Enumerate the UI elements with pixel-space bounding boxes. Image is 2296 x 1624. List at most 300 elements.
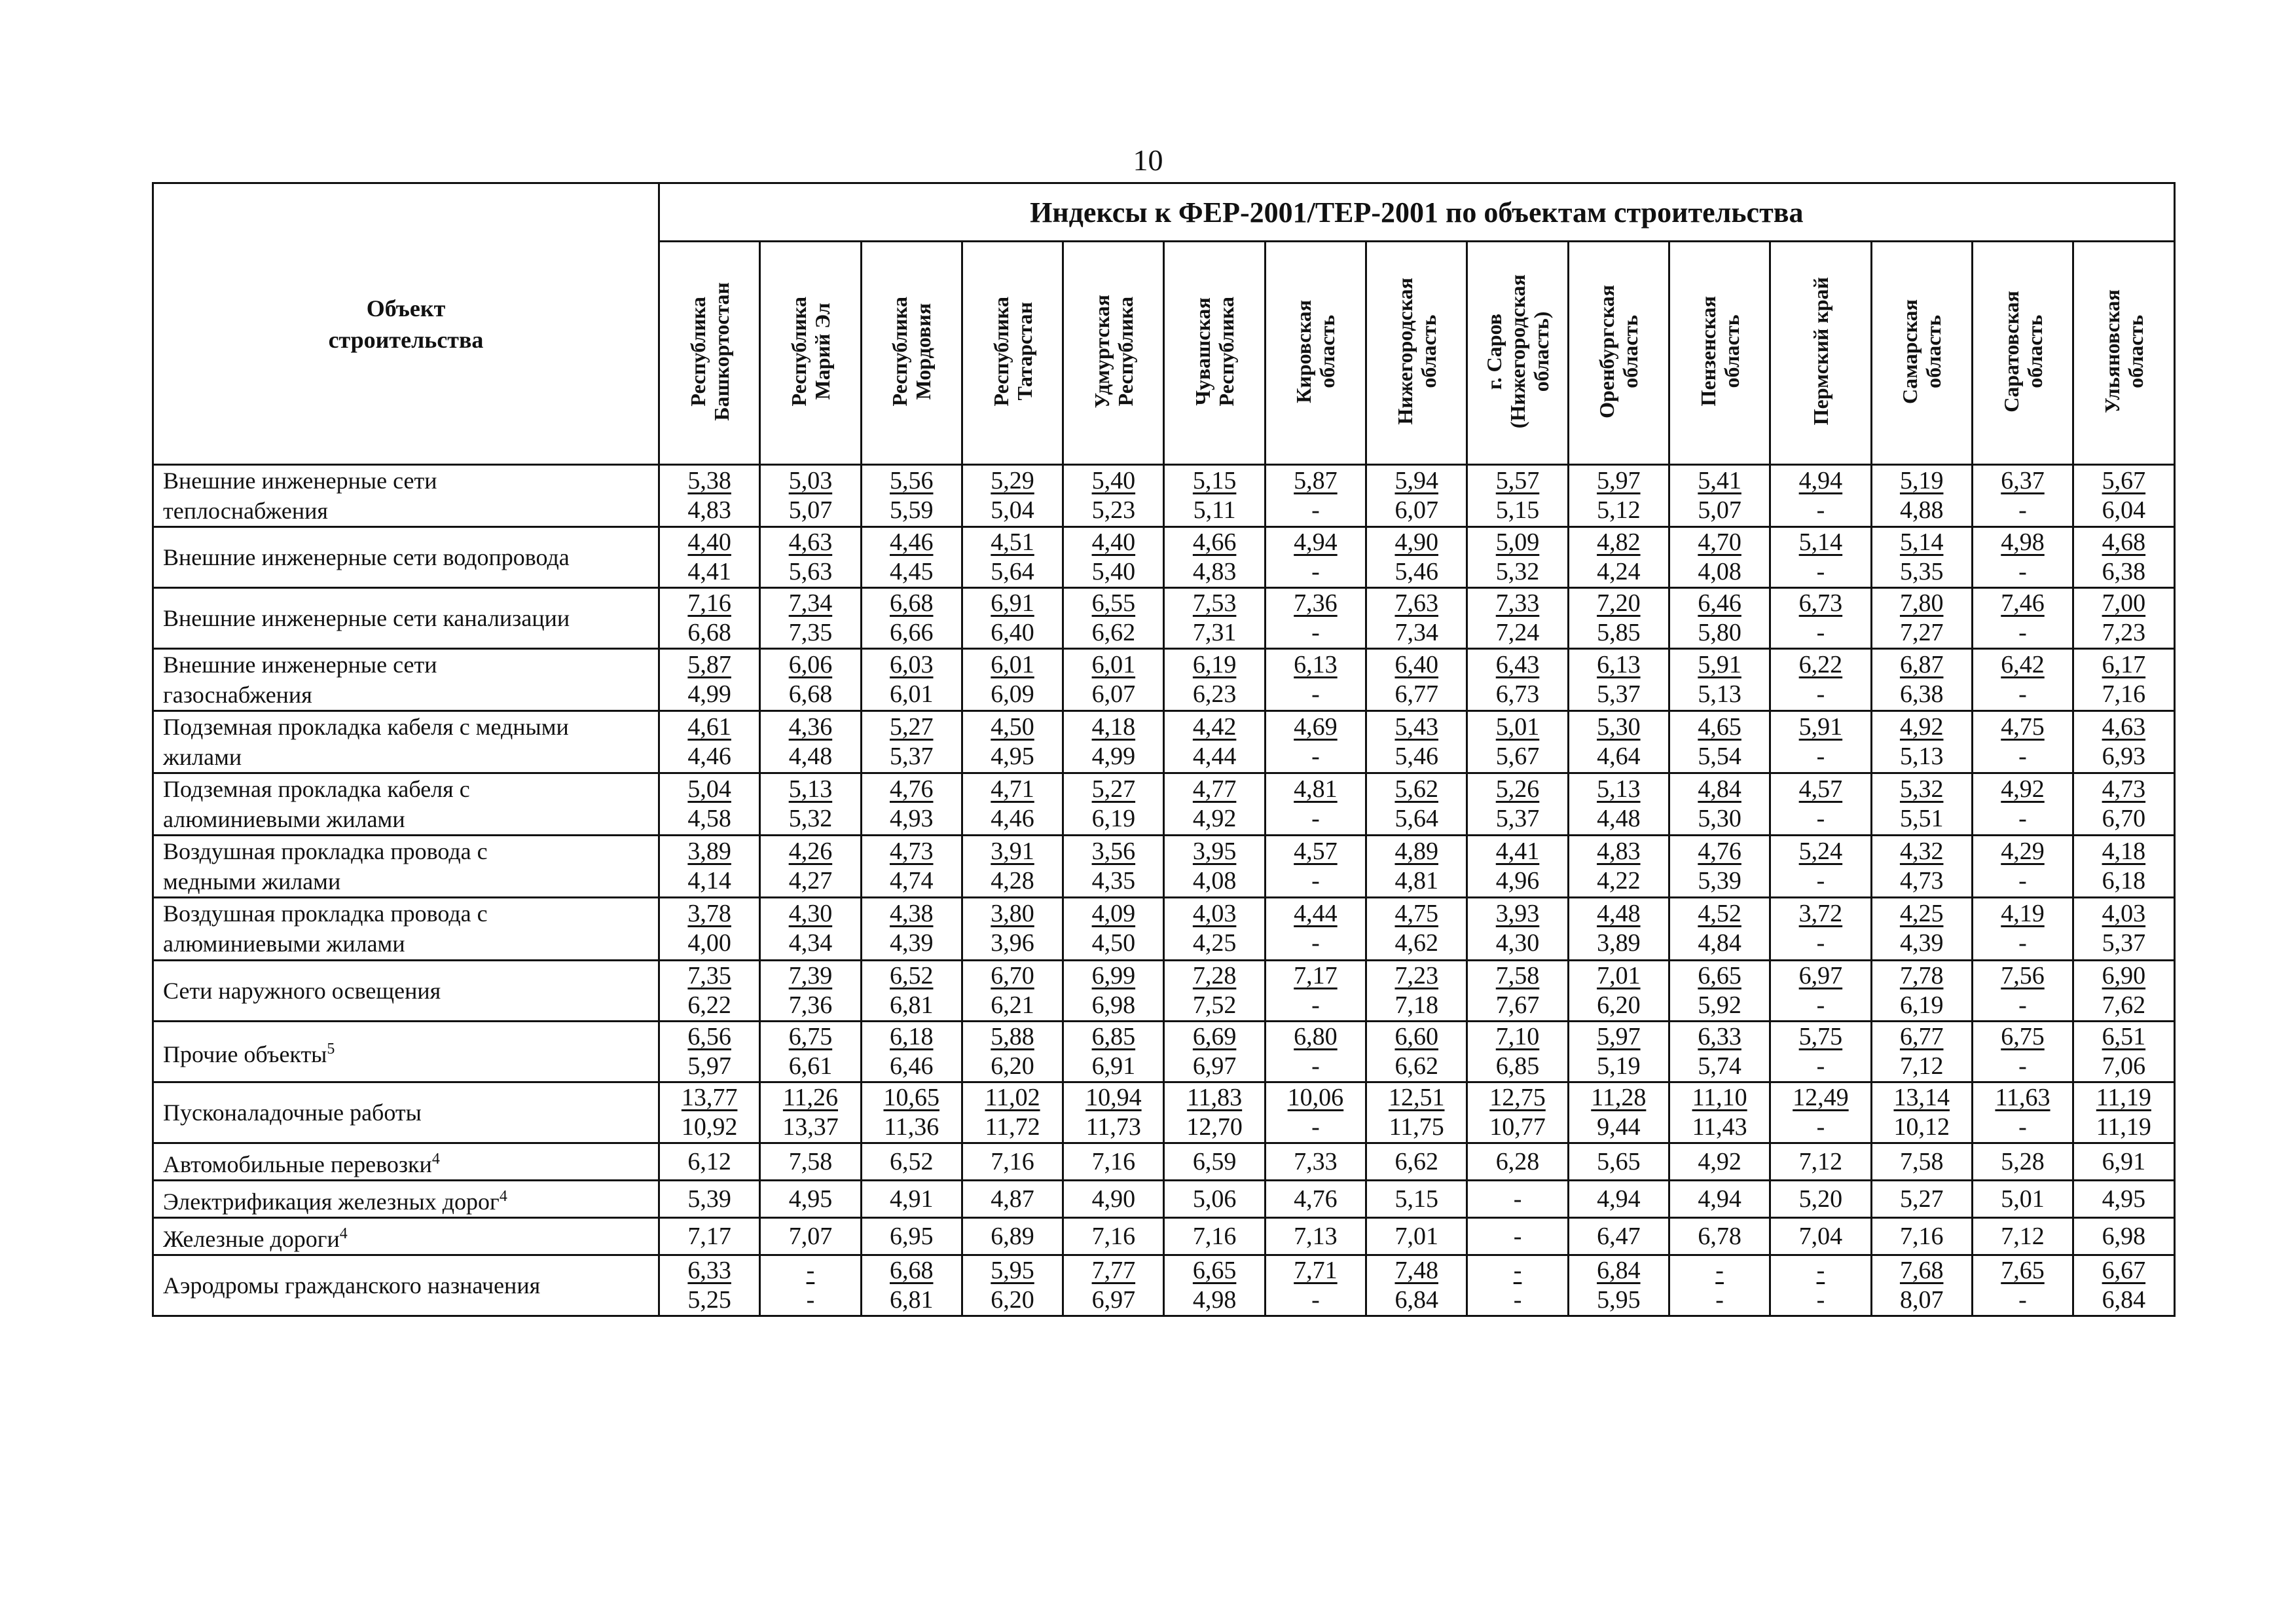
index-value-bottom: - — [1311, 1285, 1320, 1314]
value-cell — [2073, 836, 2174, 898]
index-value-bottom: 6,77 — [1394, 680, 1438, 709]
value-cell — [1265, 711, 1366, 773]
index-value-top: 10,65 — [883, 1083, 939, 1111]
value-cell — [1265, 836, 1366, 898]
index-value-top: 7,17 — [1294, 961, 1338, 989]
index-value-bottom: 5,23 — [1091, 496, 1136, 525]
region-header-label: Пермский край — [1808, 277, 1832, 426]
index-value-top: 11,63 — [1995, 1083, 2050, 1111]
region-header — [1871, 242, 1972, 465]
index-value-top: 4,32 — [1899, 838, 1944, 866]
index-value-bottom: 6,20 — [991, 1285, 1034, 1314]
index-value-top: 5,95 — [991, 1256, 1034, 1284]
object-name: Воздушная прокладка провода с алюминиевыми жилами — [163, 900, 488, 957]
value-cell — [1164, 1255, 1265, 1316]
index-value-bottom: 4,22 — [1597, 867, 1641, 895]
index-value-bottom: 3,89 — [1597, 929, 1641, 957]
value-cell — [1871, 465, 1972, 527]
index-value: 4,94 — [1597, 1185, 1641, 1213]
index-value-bottom: 6,84 — [1394, 1285, 1438, 1314]
index-value-top: 4,18 — [1091, 713, 1136, 741]
index-value-bottom: - — [2018, 743, 2027, 771]
index-value-top: 4,48 — [1597, 900, 1641, 928]
index-value-top: - — [1513, 1256, 1522, 1284]
value-cell — [1669, 898, 1770, 960]
region-header — [760, 242, 861, 465]
value-cell — [1568, 1021, 1669, 1082]
index-value-top: 4,98 — [2001, 528, 2045, 557]
index-value-bottom: 5,32 — [788, 805, 833, 833]
index-value-bottom: 4,84 — [1698, 929, 1741, 957]
index-value-top: 5,57 — [1495, 467, 1540, 495]
index-value-top: 7,71 — [1294, 1256, 1338, 1284]
index-value-bottom: - — [2018, 619, 2027, 647]
value-cell — [1972, 527, 2073, 588]
index-value-bottom: 4,62 — [1394, 929, 1438, 957]
region-header — [1467, 242, 1568, 465]
index-value-bottom: 4,46 — [687, 743, 731, 771]
value-cell — [1669, 1143, 1770, 1180]
index-value-bottom: 4,81 — [1394, 867, 1438, 895]
footnote-mark: 4 — [339, 1225, 348, 1242]
value-cell — [1568, 649, 1669, 711]
value-cell — [962, 898, 1063, 960]
index-value-bottom: 7,34 — [1394, 619, 1438, 647]
index-value: 4,90 — [1091, 1185, 1136, 1213]
index-value-top: 3,89 — [687, 838, 731, 866]
index-value-bottom: 4,39 — [1899, 929, 1944, 957]
index-value: 5,39 — [687, 1185, 731, 1213]
index-value-bottom: 6,07 — [1394, 496, 1438, 525]
index-value-bottom: - — [806, 1285, 815, 1314]
index-value-top: 7,68 — [1899, 1256, 1944, 1284]
index-value-top: 7,58 — [1495, 961, 1540, 989]
value-cell — [1568, 527, 1669, 588]
index-value-top: 6,37 — [2001, 467, 2045, 495]
region-header-label: Удмуртская Республика — [1089, 294, 1137, 409]
index-value-top: 6,84 — [1597, 1256, 1641, 1284]
index-value-bottom: 6,91 — [1091, 1052, 1136, 1080]
region-header-label: Кировская область — [1292, 299, 1339, 403]
table-title: Индексы к ФЕР-2001/ТЕР-2001 по объектам строительства — [659, 183, 2175, 242]
value-cell — [1265, 1217, 1366, 1255]
index-value-bottom: 6,20 — [991, 1052, 1034, 1080]
index-value: 7,16 — [1899, 1222, 1944, 1250]
value-cell — [760, 1143, 861, 1180]
region-header — [1164, 242, 1265, 465]
value-cell — [1770, 1180, 1871, 1217]
value-cell — [760, 649, 861, 711]
index-value-bottom: - — [1816, 929, 1825, 957]
index-value-top: 13,77 — [681, 1083, 738, 1111]
value-cell — [1568, 1082, 1669, 1143]
index-value-bottom: 7,23 — [2102, 619, 2146, 647]
index-value-bottom: 6,19 — [1899, 991, 1944, 1019]
value-cell — [1568, 960, 1669, 1021]
value-cell — [1770, 836, 1871, 898]
index-value-bottom: 7,16 — [2102, 680, 2146, 709]
index-value: 5,15 — [1394, 1185, 1438, 1213]
index-value-bottom: 5,32 — [1495, 558, 1540, 586]
index-value-top: 6,03 — [889, 651, 934, 679]
value-cell — [760, 1180, 861, 1217]
value-cell — [659, 836, 760, 898]
index-value-bottom: 4,25 — [1192, 929, 1237, 957]
index-value-top: 6,73 — [1798, 589, 1843, 618]
index-value-bottom: 6,07 — [1091, 680, 1136, 709]
index-value-top: 5,13 — [788, 775, 833, 803]
value-cell — [1871, 1143, 1972, 1180]
object-name-cell — [153, 1082, 659, 1143]
index-value-top: 4,40 — [1091, 528, 1136, 557]
value-cell — [659, 588, 760, 649]
index-value-top: 4,76 — [889, 775, 934, 803]
index-value-top: 6,97 — [1798, 961, 1843, 989]
index-value-top: 7,48 — [1394, 1256, 1438, 1284]
object-name: Внешние инженерные сети канализации — [163, 605, 570, 632]
index-value: 7,01 — [1394, 1222, 1438, 1250]
index-value-bottom: 4,83 — [1192, 558, 1237, 586]
index-value-bottom: 10,92 — [681, 1113, 738, 1141]
index-value-top: 4,89 — [1394, 838, 1438, 866]
value-cell — [1972, 898, 2073, 960]
index-value-bottom: 4,46 — [991, 805, 1034, 833]
index-value-bottom: 4,45 — [889, 558, 934, 586]
index-value-top: 7,20 — [1597, 589, 1641, 618]
index-value-top: 4,65 — [1698, 713, 1741, 741]
object-name: Воздушная прокладка провода с медными жилами — [163, 838, 488, 895]
object-name: Внешние инженерные сети теплоснабжения — [163, 468, 437, 525]
value-cell — [760, 836, 861, 898]
index-value-top: 5,14 — [1798, 528, 1843, 557]
value-cell — [1265, 1180, 1366, 1217]
index-value-bottom: 6,19 — [1091, 805, 1136, 833]
index-value-bottom: 6,62 — [1091, 619, 1136, 647]
index-value-bottom: - — [1816, 619, 1825, 647]
index-value-bottom: 5,85 — [1597, 619, 1641, 647]
index-value-bottom: 5,30 — [1698, 805, 1741, 833]
value-cell — [760, 773, 861, 836]
index-value-top: 4,36 — [788, 713, 833, 741]
index-value-top: 7,01 — [1597, 961, 1641, 989]
index-value-top: 4,92 — [2001, 775, 2045, 803]
index-value-top: 3,95 — [1192, 838, 1237, 866]
index-value-bottom: 5,19 — [1597, 1052, 1641, 1080]
value-cell — [1467, 1082, 1568, 1143]
value-cell — [1972, 1021, 2073, 1082]
index-value-top: 4,46 — [889, 528, 934, 557]
index-value-bottom: - — [1816, 1052, 1825, 1080]
index-value-top: 6,70 — [991, 961, 1034, 989]
index-value-bottom: 7,12 — [1899, 1052, 1944, 1080]
value-cell — [1265, 649, 1366, 711]
value-cell — [1063, 711, 1164, 773]
index-value-top: 6,13 — [1294, 651, 1338, 679]
index-value-bottom: - — [1311, 929, 1320, 957]
index-value-top: 6,33 — [687, 1256, 731, 1284]
index-value-top: 7,65 — [2001, 1256, 2045, 1284]
index-value-bottom: 4,41 — [687, 558, 731, 586]
index-value-bottom: - — [1311, 619, 1320, 647]
index-value-bottom: 4,30 — [1495, 929, 1540, 957]
value-cell — [1669, 836, 1770, 898]
value-cell — [962, 711, 1063, 773]
value-cell — [1366, 588, 1467, 649]
index-value: 4,91 — [889, 1185, 934, 1213]
value-cell — [1063, 1143, 1164, 1180]
object-name-cell — [153, 465, 659, 527]
value-cell — [1467, 1217, 1568, 1255]
index-value-bottom: - — [1311, 496, 1320, 525]
value-cell — [2073, 527, 2174, 588]
value-cell — [1265, 1143, 1366, 1180]
index-value-top: 6,67 — [2102, 1256, 2146, 1284]
index-value-bottom: 6,84 — [2102, 1285, 2146, 1314]
index-value-top: 6,46 — [1698, 589, 1741, 618]
index-value-bottom: 5,15 — [1495, 496, 1540, 525]
index-value-bottom: 12,70 — [1186, 1113, 1243, 1141]
index-value-top: 10,94 — [1085, 1083, 1142, 1111]
value-cell — [861, 836, 962, 898]
index-value-bottom: 6,81 — [889, 1285, 934, 1314]
index-value-bottom: 4,98 — [1192, 1285, 1237, 1314]
index-value-bottom: 9,44 — [1597, 1113, 1641, 1141]
value-cell — [1467, 1255, 1568, 1316]
index-value-top: 4,63 — [788, 528, 833, 557]
value-cell — [1568, 1217, 1669, 1255]
value-cell — [1770, 773, 1871, 836]
index-value-bottom: 5,35 — [1899, 558, 1944, 586]
region-header-label: Республика Татарстан — [989, 296, 1036, 407]
index-value-top: 10,06 — [1287, 1083, 1344, 1111]
index-value-bottom: 5,39 — [1698, 867, 1741, 895]
index-value-top: 5,27 — [1091, 775, 1136, 803]
index-value-bottom: 6,09 — [991, 680, 1034, 709]
index-value-bottom: - — [1311, 743, 1320, 771]
value-cell — [1770, 649, 1871, 711]
index-value-top: 3,56 — [1091, 838, 1136, 866]
value-cell — [760, 898, 861, 960]
index-value-bottom: 7,27 — [1899, 619, 1944, 647]
index-value-bottom: 7,67 — [1495, 991, 1540, 1019]
index-value-top: 4,68 — [2102, 528, 2146, 557]
value-cell — [962, 527, 1063, 588]
value-cell — [659, 1021, 760, 1082]
index-value-top: 5,91 — [1698, 651, 1741, 679]
index-value-bottom: 6,20 — [1597, 991, 1641, 1019]
value-cell — [962, 1082, 1063, 1143]
index-value: 7,17 — [687, 1222, 731, 1250]
value-cell — [2073, 1143, 2174, 1180]
index-value-bottom: 6,66 — [889, 619, 934, 647]
index-value-top: 4,40 — [687, 528, 731, 557]
value-cell — [861, 465, 962, 527]
value-cell — [1265, 773, 1366, 836]
index-value-top: 5,01 — [1495, 713, 1540, 741]
table-row — [153, 836, 2175, 898]
header-row-main — [153, 183, 2175, 242]
value-cell — [1770, 960, 1871, 1021]
value-cell — [1568, 1143, 1669, 1180]
index-value-top: 11,10 — [1692, 1083, 1747, 1111]
index-value-top: 6,22 — [1798, 651, 1843, 679]
table-row — [153, 1021, 2175, 1082]
index-value-top: 7,28 — [1192, 961, 1237, 989]
value-cell — [1669, 773, 1770, 836]
index-value-bottom: 4,96 — [1495, 867, 1540, 895]
index-value-bottom: 5,04 — [991, 496, 1034, 525]
object-name-cell — [153, 649, 659, 711]
value-cell — [760, 527, 861, 588]
index-value-top: 5,87 — [1294, 467, 1338, 495]
index-value-top: 4,71 — [991, 775, 1034, 803]
index-value-top: 7,53 — [1192, 589, 1237, 618]
index-value-top: 6,85 — [1091, 1022, 1136, 1050]
region-header — [1568, 242, 1669, 465]
value-cell — [659, 898, 760, 960]
object-name-cell — [153, 1180, 659, 1217]
value-cell — [2073, 711, 2174, 773]
value-cell — [1063, 836, 1164, 898]
index-value-top: 5,09 — [1495, 528, 1540, 557]
value-cell — [1063, 1021, 1164, 1082]
index-value-top: 4,70 — [1698, 528, 1741, 557]
value-cell — [1568, 1180, 1669, 1217]
index-value-top: 5,75 — [1798, 1022, 1843, 1050]
value-cell — [2073, 465, 2174, 527]
value-cell — [760, 1217, 861, 1255]
index-value-top: 6,65 — [1698, 961, 1741, 989]
value-cell — [760, 465, 861, 527]
index-value-bottom: 4,48 — [788, 743, 833, 771]
value-cell — [1164, 1217, 1265, 1255]
value-cell — [1467, 773, 1568, 836]
index-value-bottom: 7,24 — [1495, 619, 1540, 647]
index-value-top: 3,78 — [687, 900, 731, 928]
index-value-top: 6,43 — [1495, 651, 1540, 679]
index-value-top: 13,14 — [1893, 1083, 1950, 1111]
index-value-top: 11,26 — [782, 1083, 838, 1111]
index-value-top: - — [1816, 1256, 1825, 1284]
value-cell — [962, 1255, 1063, 1316]
index-value-bottom: 4,83 — [687, 496, 731, 525]
index-value-bottom: 4,14 — [687, 867, 731, 895]
value-cell — [1871, 1021, 1972, 1082]
value-cell — [1265, 588, 1366, 649]
index-value-bottom: 6,68 — [788, 680, 833, 709]
region-header-label: Республика Башкортостан — [685, 282, 733, 421]
object-name-cell — [153, 773, 659, 836]
object-name: Электрификация железных дорог — [163, 1188, 500, 1215]
index-value-top: 4,18 — [2102, 838, 2146, 866]
index-value: 6,95 — [889, 1222, 934, 1250]
index-value: - — [1513, 1185, 1522, 1213]
index-value-top: 3,80 — [991, 900, 1034, 928]
table-row — [153, 1143, 2175, 1180]
value-cell — [1265, 465, 1366, 527]
value-cell — [1770, 898, 1871, 960]
value-cell — [1366, 1217, 1467, 1255]
value-cell — [962, 465, 1063, 527]
index-value-bottom: - — [1816, 867, 1825, 895]
object-name-cell — [153, 836, 659, 898]
index-value-bottom: 13,37 — [782, 1113, 839, 1141]
value-cell — [1467, 465, 1568, 527]
value-cell — [1366, 1082, 1467, 1143]
index-value-top: 5,32 — [1899, 775, 1944, 803]
index-value-top: 4,94 — [1294, 528, 1338, 557]
index-value-top: 12,75 — [1489, 1083, 1546, 1111]
value-cell — [861, 711, 962, 773]
index-value-top: 7,63 — [1394, 589, 1438, 618]
index-value-bottom: 5,64 — [1394, 805, 1438, 833]
index-value-bottom: 7,35 — [788, 619, 833, 647]
table-body — [153, 465, 2175, 1316]
region-header-label: г. Саров (Нижегородская область) — [1482, 274, 1554, 429]
index-value-bottom: 6,70 — [2102, 805, 2146, 833]
index-value-top: 6,52 — [889, 961, 934, 989]
value-cell — [1770, 1143, 1871, 1180]
value-cell — [659, 649, 760, 711]
index-value: 7,04 — [1798, 1222, 1843, 1250]
value-cell — [1972, 1217, 2073, 1255]
value-cell — [962, 1217, 1063, 1255]
index-value-bottom: - — [1816, 1113, 1825, 1141]
value-cell — [962, 1143, 1063, 1180]
value-cell — [1063, 527, 1164, 588]
index-value-bottom: 6,97 — [1192, 1052, 1237, 1080]
object-name-cell — [153, 1217, 659, 1255]
index-value-top: 3,91 — [991, 838, 1034, 866]
value-cell — [861, 1082, 962, 1143]
value-cell — [1972, 711, 2073, 773]
index-value-top: 6,87 — [1899, 651, 1944, 679]
value-cell — [861, 1180, 962, 1217]
index-value-bottom: 10,77 — [1489, 1113, 1546, 1141]
object-header-text: Объект строительства — [328, 295, 484, 353]
value-cell — [1164, 465, 1265, 527]
value-cell — [1871, 898, 1972, 960]
value-cell — [659, 1217, 760, 1255]
value-cell — [1871, 1082, 1972, 1143]
value-cell — [1164, 960, 1265, 1021]
index-value-bottom: - — [1816, 805, 1825, 833]
value-cell — [1366, 527, 1467, 588]
value-cell — [1063, 898, 1164, 960]
index-value: 7,58 — [1899, 1147, 1944, 1175]
value-cell — [1770, 465, 1871, 527]
value-cell — [1972, 1255, 2073, 1316]
value-cell — [1366, 836, 1467, 898]
index-value-top: 6,69 — [1192, 1022, 1237, 1050]
index-value-top: 6,17 — [2102, 651, 2146, 679]
region-header — [659, 242, 760, 465]
index-value-bottom: 11,36 — [884, 1113, 939, 1141]
value-cell — [1669, 1217, 1770, 1255]
index-value-bottom: 4,88 — [1899, 496, 1944, 525]
value-cell — [962, 773, 1063, 836]
index-value: 6,59 — [1192, 1147, 1237, 1175]
index-value-top: 4,90 — [1394, 528, 1438, 557]
region-header-label: Самарская область — [1898, 299, 1946, 404]
value-cell — [659, 1255, 760, 1316]
index-value-bottom: 7,36 — [788, 991, 833, 1019]
index-value-top: 11,19 — [2096, 1083, 2151, 1111]
region-header — [962, 242, 1063, 465]
index-value: 5,27 — [1899, 1185, 1944, 1213]
index-value-top: 4,75 — [2001, 713, 2045, 741]
index-value-bottom: 4,58 — [687, 805, 731, 833]
